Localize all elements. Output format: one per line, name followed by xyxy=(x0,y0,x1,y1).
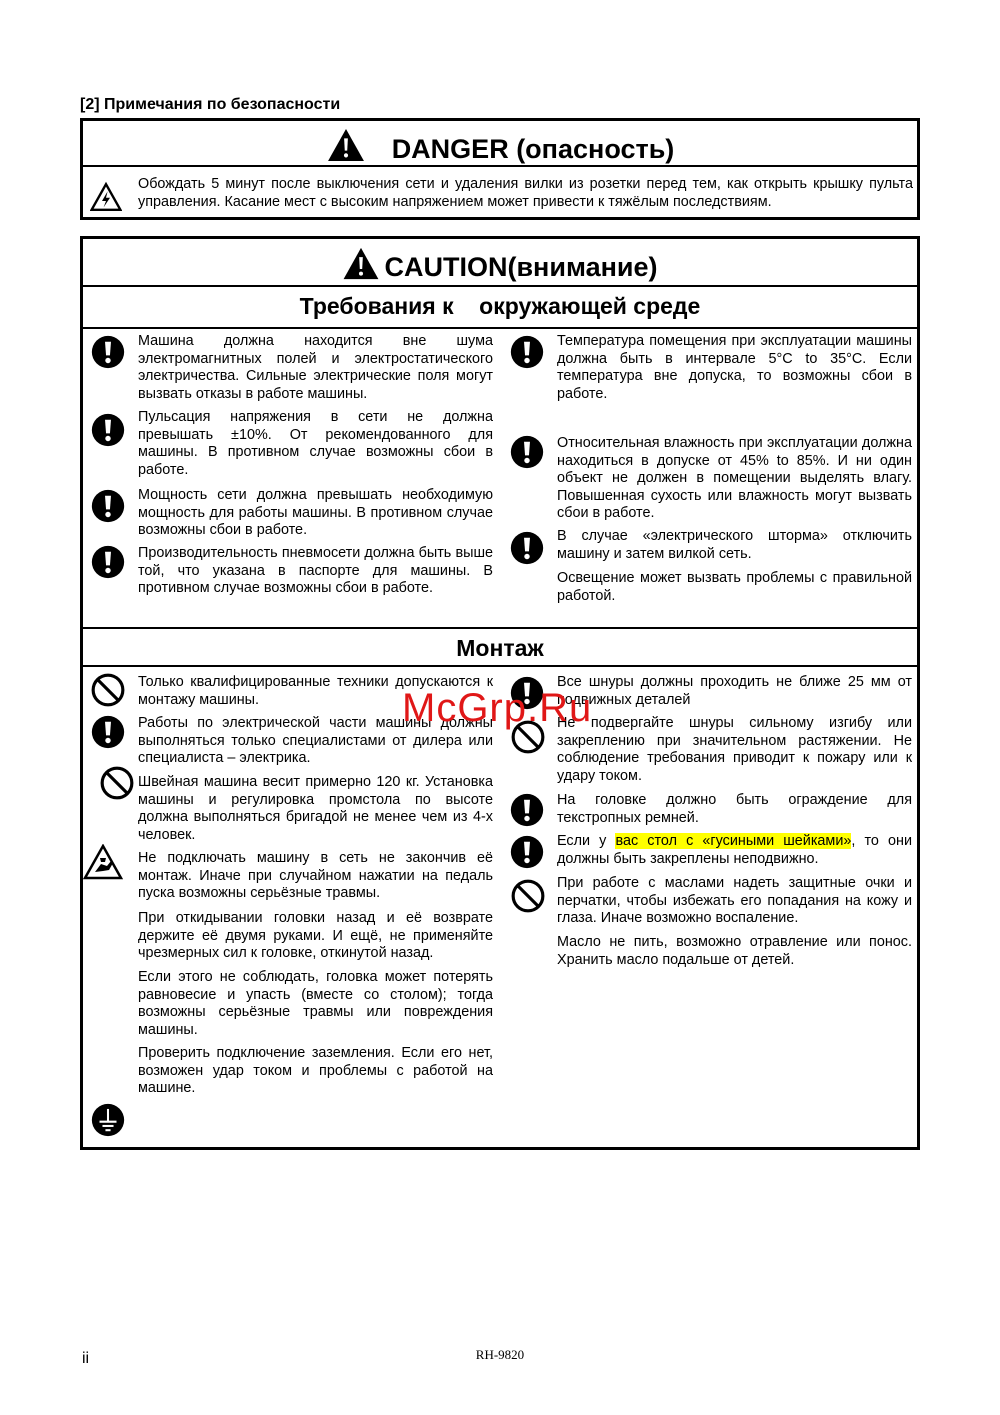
hand-injury-warning-icon xyxy=(83,844,123,880)
danger-title xyxy=(83,128,917,165)
mount-right-item: Все шнуры должны проходить не ближе 25 мм от подвижных деталей xyxy=(557,674,912,708)
warning-triangle-icon xyxy=(342,247,380,280)
mount-title: Монтаж xyxy=(456,635,544,661)
mount-right-item: Масло не пить, возможно отравление или понос. Хранить масло подальше от детей. xyxy=(557,934,912,968)
mount-right-item: На головке должно быть ограждение для текстропных ремней. xyxy=(557,792,912,826)
mandatory-icon xyxy=(510,835,544,869)
mount-left-item: Только квалифицированные техники допускаются к монтажу машины. xyxy=(138,674,493,708)
env-right-item: Температура помещения при эксплуатации машины должна быть в интервале 5°С to 35°С. Если температура вне допуска, то возможны сбои в работе. xyxy=(557,333,912,402)
caution-title xyxy=(83,247,917,283)
danger-text: Обождать 5 минут после выключения сети и удаления вилки из розетки перед тем, как открыть крышку пульта управления. Касание мест с высоким напряжением может привести к тяжёлым последствиям. xyxy=(138,176,913,210)
table-note-highlight: вас стол с «гусиными шейками» xyxy=(615,833,852,849)
mandatory-icon xyxy=(510,435,544,469)
danger-box xyxy=(80,118,920,220)
mandatory-icon xyxy=(91,413,125,447)
env-left-item: Мощность сети должна превышать необходимую мощность для работы машины. В противном случае возможны сбои в работе. xyxy=(138,487,493,539)
ground-icon xyxy=(91,1103,125,1137)
env-left-item: Производительность пневмосети должна быть выше той, что указана в паспорте для машины. В противном случае возможны сбои в работе. xyxy=(138,545,493,597)
table-note-after: , то они должны быть закреплены неподвижно. xyxy=(557,833,913,867)
mount-right-item: При работе с маслами надеть защитные очки и перчатки, чтобы избежать его попадания на кожу и глаза. Иначе возможно воспаление. xyxy=(557,875,912,927)
section-title: [2] Примечания по безопасности xyxy=(80,96,341,113)
table-note-before: Если у xyxy=(557,833,616,849)
mandatory-icon xyxy=(510,531,544,565)
env-right-item: Освещение может вызвать проблемы с правильной работой. xyxy=(557,570,912,604)
mount-left-item: Если этого не соблюдать, головка может потерять равновесие и упасть (вместе со столом); тогда возможны серьёзные травмы или повреждения машины. xyxy=(138,969,493,1038)
mount-right-item-table xyxy=(557,833,912,868)
env-title: Требования к окружающей среде xyxy=(299,293,701,319)
env-left-item: Машина должна находится вне шума электромагнитных полей и электростатического электричества. Сильные электрические поля могут вызвать отказы в работе машины. xyxy=(138,333,493,402)
mandatory-icon xyxy=(91,545,125,579)
mount-left-item: При откидывании головки назад и её возврате держите её двумя руками. И ещё, не применяйте чрезмерных сил к головке, откинутой назад. xyxy=(138,910,493,962)
mount-left-item: Не подключать машину в сеть не закончив её монтаж. Иначе при случайном нажатии на педаль пуска возможны серьёзные травмы. xyxy=(138,850,493,902)
mount-left-item: Проверить подключение заземления. Если его нет, возможен удар током и проблемы с работой на машине. xyxy=(138,1045,493,1097)
prohibition-icon xyxy=(99,765,135,801)
caution-title-text: CAUTION(внимание) xyxy=(384,252,658,282)
mandatory-icon xyxy=(510,335,544,369)
high-voltage-warning-icon xyxy=(90,181,122,213)
env-right-item: В случае «электрического шторма» отключить машину и затем вилкой сеть. xyxy=(557,528,912,562)
warning-triangle-icon xyxy=(326,128,366,162)
page-number: ii xyxy=(82,1350,90,1367)
mount-left-item: Швейная машина весит примерно 120 кг. Установка машины и регулировка промстола по высоте должна выполняться бригадой не менее чем из 4-х человек. xyxy=(138,774,493,843)
prohibition-icon xyxy=(90,672,126,708)
mandatory-icon xyxy=(91,335,125,369)
danger-title-text: DANGER (опасность) xyxy=(391,134,675,164)
model-number: RH-9820 xyxy=(475,1347,525,1362)
env-right-item: Относительная влажность при эксплуатации должна находиться в допуске от 45% to 85%. И ни один объект не должен в помещении выделять влагу. Повышенная сухость или влажность могут вызвать сбои в работе. xyxy=(557,435,912,522)
prohibition-icon xyxy=(510,878,546,914)
watermark: McGrp.Ru xyxy=(402,686,593,730)
mandatory-icon xyxy=(510,793,544,827)
mandatory-icon xyxy=(91,489,125,523)
mount-right-item: Не подвергайте шнуры сильному изгибу или закреплению при значительном растяжении. Не соблюдение требования приводит к пожару или к удару током. xyxy=(557,715,912,784)
mount-left-item: Работы по электрической части машины должны выполняться только специалистами от дилера или специалиста – электрика. xyxy=(138,715,493,767)
mandatory-icon xyxy=(91,715,125,749)
env-left-item: Пульсация напряжения в сети не должна превышать ±10%. От рекомендованного для машины. В противном случае возможны сбои в работе. xyxy=(138,409,493,478)
